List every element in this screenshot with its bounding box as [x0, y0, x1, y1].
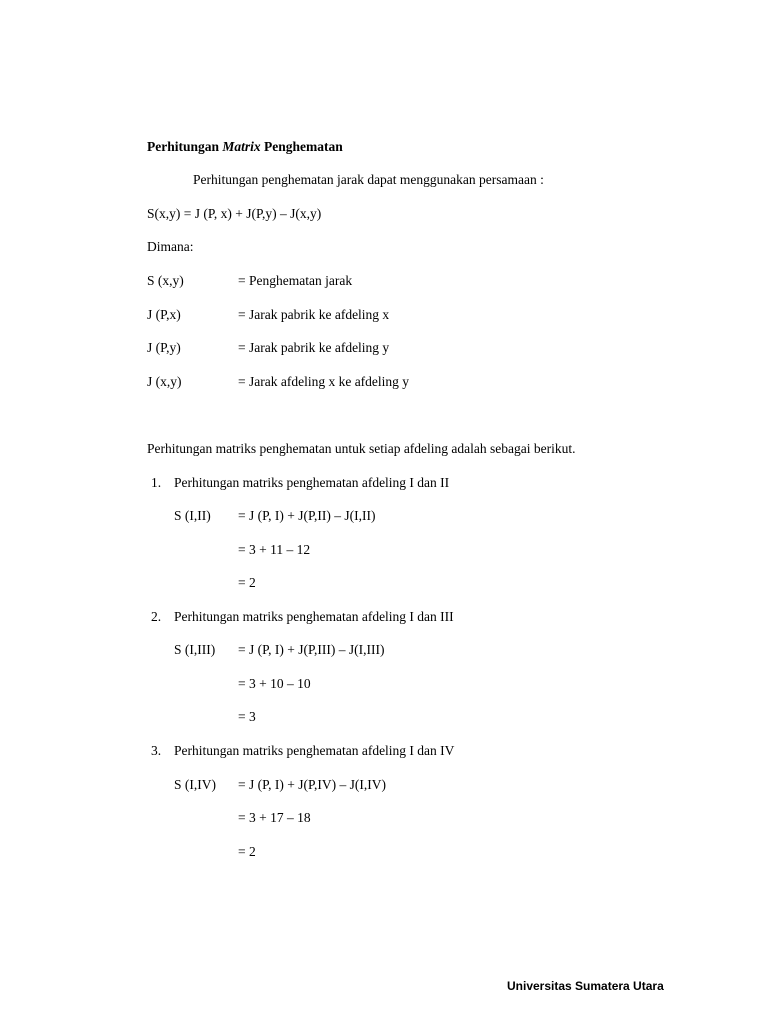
calc-term: S (I,III) [174, 642, 216, 657]
calc-result: = 2 [238, 844, 256, 859]
list-item-title: Perhitungan matriks penghematan afdeling I dan III [174, 609, 454, 624]
definition-desc: = Jarak afdeling x ke afdeling y [238, 374, 410, 389]
calc-result: = 3 [238, 709, 256, 724]
calc-step: = 3 + 17 – 18 [238, 810, 311, 825]
dimana-label: Dimana: [147, 239, 194, 254]
heading-suffix: Penghematan [260, 139, 343, 154]
calc-step: = 3 + 10 – 10 [238, 676, 311, 691]
calc-step: = 3 + 11 – 12 [238, 542, 311, 557]
calc-term: S (I,IV) [174, 777, 216, 792]
definition-term: S (x,y) [147, 273, 184, 288]
page-footer: Universitas Sumatera Utara [507, 979, 664, 993]
list-item-title: Perhitungan matriks penghematan afdeling I dan IV [174, 743, 455, 758]
calc-step: = J (P, I) + J(P,IV) – J(I,IV) [238, 777, 386, 792]
list-item-title: Perhitungan matriks penghematan afdeling I dan II [174, 475, 450, 490]
definition-term: J (P,y) [147, 340, 181, 355]
page-heading [147, 139, 343, 155]
section-intro: Perhitungan matriks penghematan untuk setiap afdeling adalah sebagai berikut. [147, 441, 576, 456]
definition-desc: = Jarak pabrik ke afdeling x [238, 307, 390, 322]
definition-desc: = Penghematan jarak [238, 273, 353, 288]
calc-step: = J (P, I) + J(P,III) – J(I,III) [238, 642, 385, 657]
list-item-number: 1. [151, 475, 162, 490]
definition-desc: = Jarak pabrik ke afdeling y [238, 340, 390, 355]
list-item-number: 3. [151, 743, 162, 758]
intro-paragraph: Perhitungan penghematan jarak dapat menggunakan persamaan : [193, 172, 544, 187]
definition-term: J (P,x) [147, 307, 181, 322]
formula: S(x,y) = J (P, x) + J(P,y) – J(x,y) [147, 206, 322, 221]
calc-step: = J (P, I) + J(P,II) – J(I,II) [238, 508, 376, 523]
list-item-number: 2. [151, 609, 162, 624]
calc-term: S (I,II) [174, 508, 211, 523]
heading-prefix: Perhitungan [147, 139, 223, 154]
definition-term: J (x,y) [147, 374, 182, 389]
heading-italic: Matrix [222, 139, 261, 154]
calc-result: = 2 [238, 575, 256, 590]
